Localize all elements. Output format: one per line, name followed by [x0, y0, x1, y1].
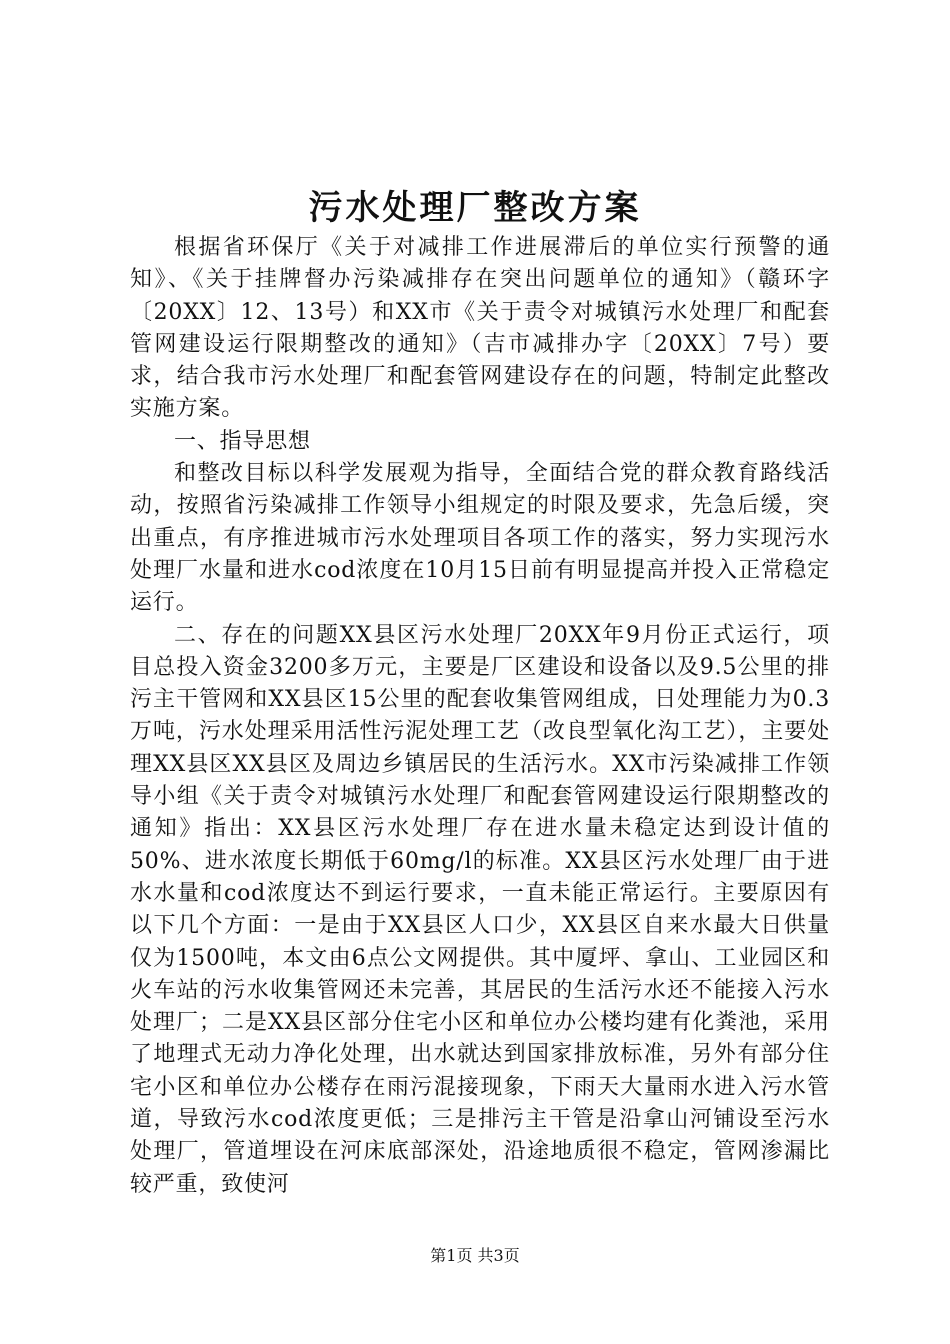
paragraph-existing-problems: 二、存在的问题XX县区污水处理厂20XX年9月份正式运行，项目总投入资金3200多万元，主要是厂区建设和设备以及9.5公里的排污主干管网和XX县区15公里的配套收集管网组成，日处理能力为0.3万吨，污水处理采用活性污泥处理工艺（改良型氧化沟工艺），主要处理XX县区XX县区及周边乡镇居民的生活污水。XX市污染减排工作领导小组《关于责令对城镇污水处理厂和配套管网建设运行限期整改的通知》指出：XX县区污水处理厂存在进水量未稳定达到设计值的50%、进水浓度长期低于60mg/l的标准。XX县区污水处理厂由于进水水量和cod浓度达不到运行要求，一直未能正常运行。主要原因有以下几个方面：一是由于XX县区人口少，XX县区自来水最大日供量仅为1500吨，本文由6点公文网提供。其中厦坪、拿山、工业园区和火车站的污水收集管网还未完善，其居民的生活污水还不能接入污水处理厂；二是XX县区部分住宅小区和单位办公楼均建有化粪池，采用了地理式无动力净化处理，出水就达到国家排放标准，另外有部分住宅小区和单位办公楼存在雨污混接现象，下雨天大量雨水进入污水管道，导致污水cod浓度更低；三是排污主干管是沿拿山河铺设至污水处理厂，管道埋设在河床底部深处，沿途地质很不稳定，管网渗漏比较严重，致使河	[130, 622, 830, 1197]
page-number-footer: 第1页 共3页	[430, 1246, 520, 1265]
section-heading-guiding-ideology: 一、指导思想	[174, 428, 311, 454]
paragraph-intro: 根据省环保厅《关于对减排工作进展滞后的单位实行预警的通知》、《关于挂牌督办污染减排存在突出问题单位的通知》（赣环字〔20XX〕12、13号）和XX市《关于责令对城镇污水处理厂和配套管网建设运行限期整改的通知》（吉市减排办字〔20XX〕7号）要求，结合我市污水处理厂和配套管网建设存在的问题，特制定此整改实施方案。	[130, 235, 830, 422]
paragraph-guiding-ideology: 和整改目标以科学发展观为指导，全面结合党的群众教育路线活动，按照省污染减排工作领导小组规定的时限及要求，先急后缓，突出重点，有序推进城市污水处理项目各项工作的落实，努力实现污水处理厂水量和进水cod浓度在10月15日前有明显提高并投入正常稳定运行。	[130, 461, 830, 616]
document-body	[130, 232, 830, 1201]
document-title: 污水处理厂整改方案	[308, 188, 642, 228]
